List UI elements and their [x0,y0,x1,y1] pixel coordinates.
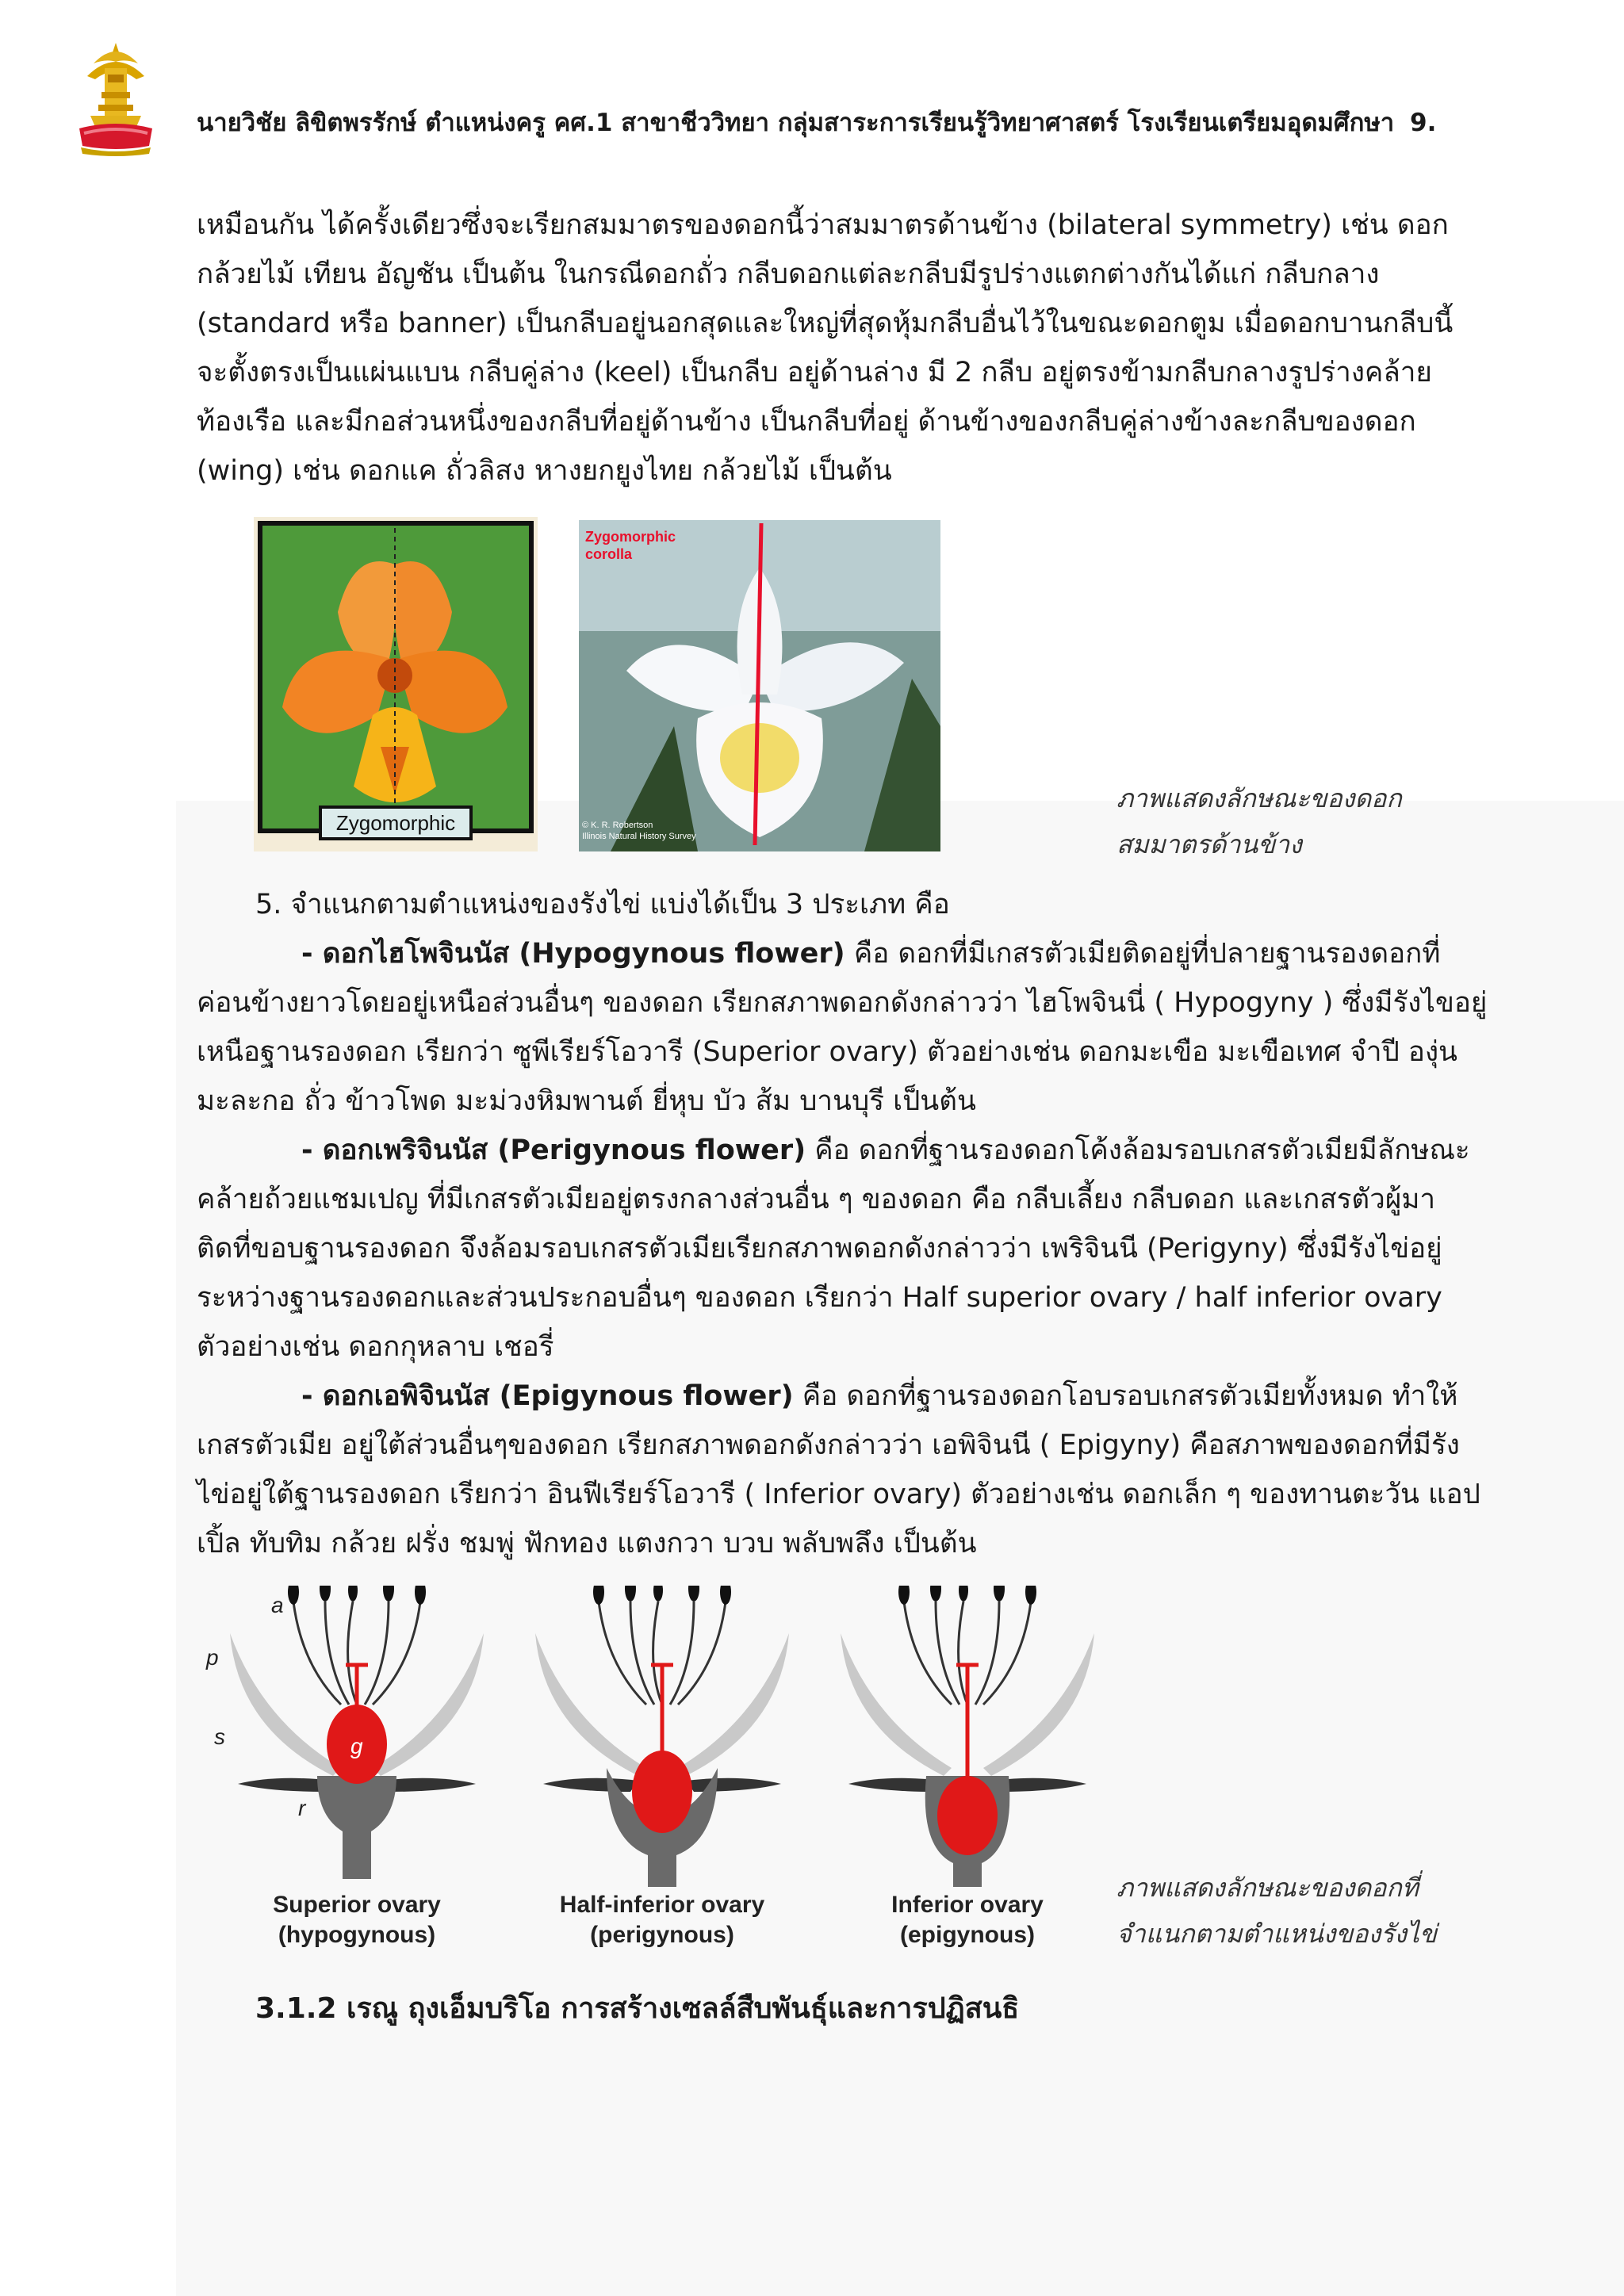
section-heading: 3.1.2 เรณู ถุงเอ็มบริโอ การสร้างเซลล์สืบพันธุ์และการปฏิสนธิ [255,1992,1020,2025]
text-line: ไข่อยู่ใต้ฐานรองดอก เรียกว่า อินฟีเรียร์โอวารี ( Inferior ovary) ตัวอย่างเช่น ดอกเล็ก ๆ ของทานตะวัน แอป [197,1479,1480,1510]
intro-paragraph [197,201,1454,496]
photo-credit: © K. R. Robertson Illinois Natural History Survey [582,821,696,841]
epigynous-first-line: - ดอกเอพิจินนัส (Epigynous flower) คือ ดอกที่ฐานรองดอกโอบรอบเกสรตัวเมียทั้งหมด ทำให้ [301,1380,1458,1412]
hypogynous-first-line: - ดอกไฮโพจินนัส (Hypogynous flower) คือ ดอกที่มีเกสรตัวเมียติดอยู่ที่ปลายฐานรองดอกที่ [301,938,1441,970]
text-line: (wing) เช่น ดอกแค ถั่วลิสง หางยกยูงไทย กล้วยไม้ เป็นต้น [197,455,892,487]
perigynous-first-line: - ดอกเพริจินนัส (Perigynous flower) คือ ดอกที่ฐานรองดอกโค้งล้อมรอบเกสรตัวเมียมีลักษณะ [301,1135,1470,1166]
figure2-caption: ภาพแสดงลักษณะของดอกที่ จำแนกตามตำแหน่งของรังไข่ [1116,1873,1437,1949]
page-number: 9. [1410,109,1437,137]
hypogynous-term: - ดอกไฮโพจินนัส (Hypogynous flower) [301,938,845,970]
orchid-photo [579,520,940,851]
text-line: ท้องเรือ และมีกอส่วนหนึ่งของกลีบที่อยู่ด้านข้าง เป็นกลีบที่อยู่ ด้านข้างของกลีบคู่ล่างข้างละกลีบของดอก [197,406,1416,438]
section5-body [197,880,1488,1568]
school-logo-icon [70,40,162,159]
text-line: ค่อนข้างยาวโดยอยู่เหนือส่วนอื่นๆ ของดอก เรียกสภาพดอกดังกล่าวว่า ไฮโพจินนี่ ( Hypogyny ) ซึ่งมีรังไขอยู่ [197,987,1488,1019]
label-anther: a [271,1593,284,1617]
text-line: ระหว่างฐานรองดอกและส่วนประกอบอื่นๆ ของดอก เรียกว่า Half superior ovary / half inferior ovary [197,1282,1442,1314]
text-line: จะตั้งตรงเป็นแผ่นแบน กลีบคู่ล่าง (keel) เป็นกลีบ อยู่ด้านล่าง มี 2 กลีบ อยู่ตรงข้ามกลีบกลางรูปร่างคล้าย [197,357,1432,388]
text-line: เหมือนกัน ได้ครั้งเดียวซึ่งจะเรียกสมมาตรของดอกนี้ว่าสมมาตรด้านข้าง (bilateral symmetry) เช่น ดอก [197,209,1449,241]
figure1-caption: ภาพแสดงลักษณะของดอก สมมาตรด้านข้าง [1116,783,1402,859]
text-line: (standard หรือ banner) เป็นกลีบอยู่นอกสุดและใหญ่ที่สุดหุ้มกลีบอื่นไว้ในขณะดอกตูม เมื่อดอกบานกลีบนี้ [197,308,1454,339]
zygomorphic-label: Zygomorphic [335,811,456,835]
inferior-ovary-diagram [841,1586,1094,1887]
text-line: กล้วยไม้ เทียน อัญชัน เป็นต้น ในกรณีดอกถั่ว กลีบดอกแต่ละกลีบมีรูปร่างแตกต่างกันได้แก่ กลีบกลาง [197,258,1380,290]
label-gynoecium: g [350,1734,363,1758]
epigynous-term: - ดอกเอพิจินนัส (Epigynous flower) [301,1380,794,1412]
perigynous-term: - ดอกเพริจินนัส (Perigynous flower) [301,1135,806,1166]
diagram-label: (epigynous) [900,1922,1035,1948]
diagram-label: Inferior ovary [891,1892,1044,1918]
diagram-label: Superior ovary [273,1892,441,1918]
text-line: ตัวอย่างเช่น ดอกกุหลาบ เชอรี่ [197,1331,554,1363]
label-petal: p [206,1645,219,1670]
label-sepal: s [214,1724,225,1749]
text-line: เปิ้ล ทับทิม กล้วย ฝรั่ง ชมพู่ ฟักทอง แตงกวา บวบ พลับพลึง เป็นต้น [197,1528,977,1559]
text-line: คล้ายถ้วยแชมเปญ ที่มีเกสรตัวเมียอยู่ตรงกลางส่วนอื่น ๆ ของดอก คือ กลีบเลี้ยง กลีบดอก และเกสรตัวผู้มา [197,1184,1436,1215]
superior-ovary-diagram [230,1586,484,1879]
header-title: นายวิชัย ลิขิตพรรักษ์ ตำแหน่งครู คศ.1 สาขาชีววิทยา กลุ่มสาระการเรียนรู้วิทยาศาสตร์ โรงเรียนเตรียมอุดมศึกษา [197,109,1395,137]
text-line: เหนือฐานรองดอก เรียกว่า ซูพีเรียร์โอวารี (Superior ovary) ตัวอย่างเช่น ดอกมะเขือ มะเขือเทศ จำปี องุ่น [197,1036,1457,1068]
section5-heading: 5. จำแนกตามตำแหน่งของรังไข่ แบ่งได้เป็น 3 ประเภท คือ [255,889,950,920]
diagram-label: (perigynous) [590,1922,734,1948]
zygomorphic-flower-photo [254,517,538,851]
page-header [197,105,1592,141]
diagram-label: (hypogynous) [278,1922,436,1948]
text-line: มะละกอ ถั่ว ข้าวโพด มะม่วงหิมพานต์ ยี่หุบ บัว ส้ม บานบุรี เป็นต้น [197,1085,976,1117]
label-receptacle: r [298,1796,306,1820]
text-line: เกสรตัวเมีย อยู่ใต้ส่วนอื่นๆของดอก เรียกสภาพดอกดังกล่าวว่า เอพิจินนี ( Epigyny) คือสภาพของดอกที่มีรัง [197,1429,1460,1461]
half-inferior-ovary-diagram [535,1586,789,1887]
text-line: ติดที่ขอบฐานรองดอก จึงล้อมรอบเกสรตัวเมียเรียกสภาพดอกดังกล่าวว่า เพริจินนี (Perigyny) ซึ่งมีรังไข่อยู่ [197,1233,1442,1265]
zygomorphic-corolla-label: Zygomorphic corolla [585,529,676,562]
ovary-position-diagram [198,1586,1110,1958]
diagram-label: Half-inferior ovary [559,1892,765,1918]
